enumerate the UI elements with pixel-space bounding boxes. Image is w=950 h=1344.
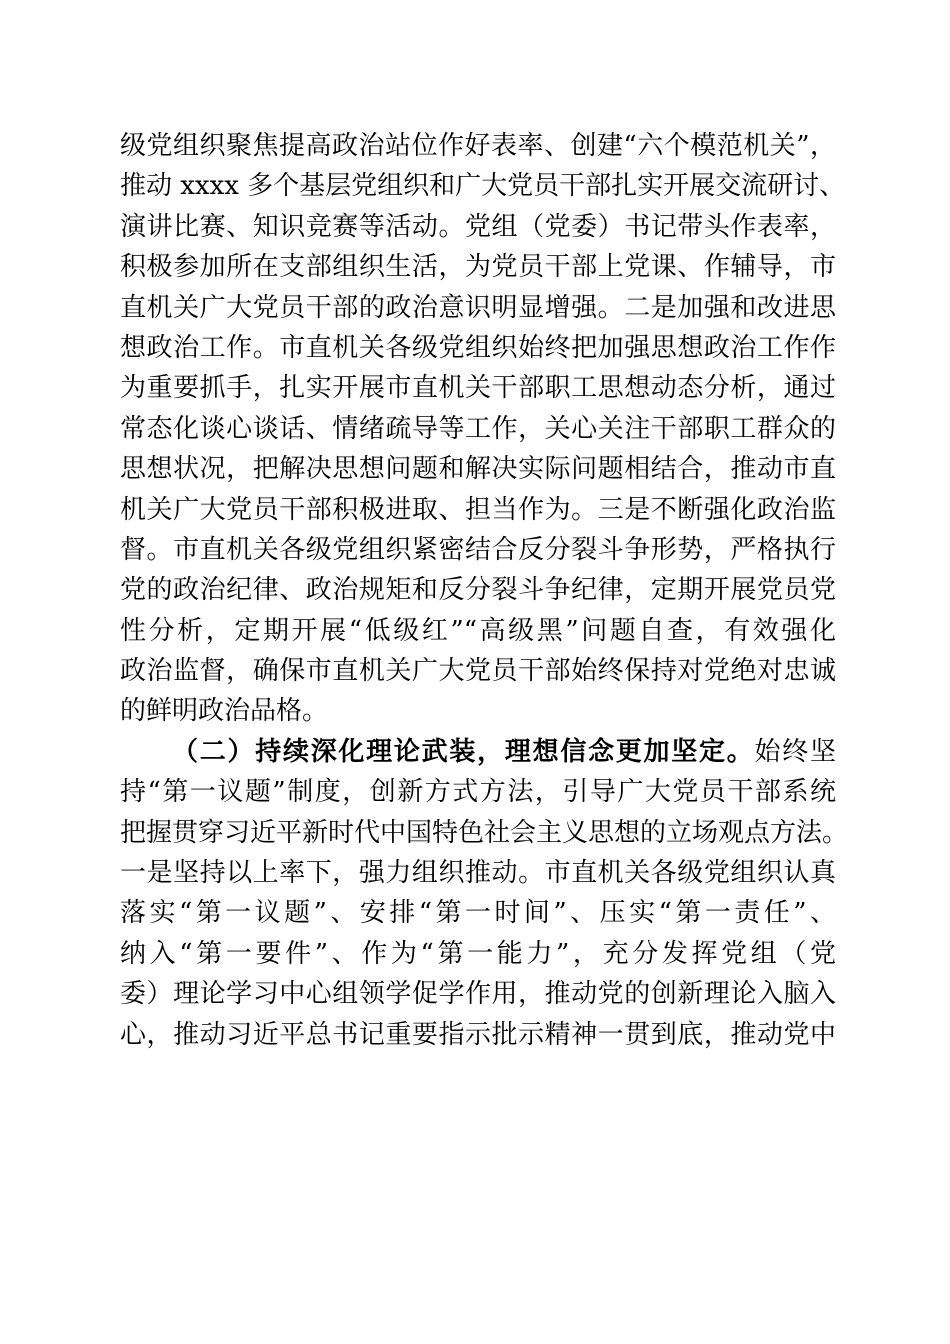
text-line: 持“第一议题”制度，创新方式方法，引导广大党员干部系统 [120,777,836,808]
paragraph-2 [120,732,849,1055]
text-line: 把握贯穿习近平新时代中国特色社会主义思想的立场观点方法。 [120,817,849,848]
paragraph-1 [120,126,846,732]
text-line: 督。市直机关各级党组织紧密结合反分裂斗争形势，严格执行 [120,534,836,565]
text-line: 为重要抓手，扎实开展市直机关干部职工思想动态分析，通过 [120,373,836,404]
text-line: 常态化谈心谈话、情绪疏导等工作，关心关注干部职工群众的 [120,413,836,444]
text-line: 性分析，定期开展“低级红”“高级黑”问题自查，有效强化 [120,615,836,646]
text-line: 委）理论学习中心组领学促学作用，推动党的创新理论入脑入 [120,979,836,1010]
text-line: 想政治工作。市直机关各级党组织始终把加强思想政治工作作 [120,332,836,363]
document-page [120,126,849,1055]
text-line: 的鲜明政治品格。 [120,696,329,727]
text-line: 党的政治纪律、政治规矩和反分裂斗争纪律，定期开展党员党 [120,575,836,606]
text-line: 政治监督，确保市直机关广大党员干部始终保持对党绝对忠诚 [120,656,836,687]
text-line: 纳入“第一要件”、作为“第一能力”，充分发挥党组（党 [120,938,836,969]
text-line: 一是坚持以上率下，强力组织推动。市直机关各级党组织认真 [120,858,836,889]
text-line: 心，推动习近平总书记重要指示批示精神一贯到底，推动党中 [120,1019,836,1050]
text-line: 推动 xxxx 多个基层党组织和广大党员干部扎实开展交流研讨、 [120,171,846,202]
text-line: 落实“第一议题”、安排“第一时间”、压实“第一责任”、 [120,898,836,929]
text-line: 积极参加所在支部组织生活，为党员干部上党课、作辅导，市 [120,252,836,283]
text-line: 直机关广大党员干部的政治意识明显增强。二是加强和改进思 [120,292,836,323]
text-line-heading [120,732,836,772]
text-line: 机关广大党员干部积极进取、担当作为。三是不断强化政治监 [120,494,836,525]
text-line: 级党组织聚焦提高政治站位作好表率、创建“六个模范机关”， [120,131,836,161]
text-line: 思想状况，把解决思想问题和解决实际问题相结合，推动市直 [120,454,836,485]
text-line: 演讲比赛、知识竞赛等活动。党组（党委）书记带头作表率， [120,211,836,242]
section-heading: （二）持续深化理论武装，理想信念更加坚定。 [172,736,755,767]
heading-line-rest: 始终坚 [754,736,836,767]
